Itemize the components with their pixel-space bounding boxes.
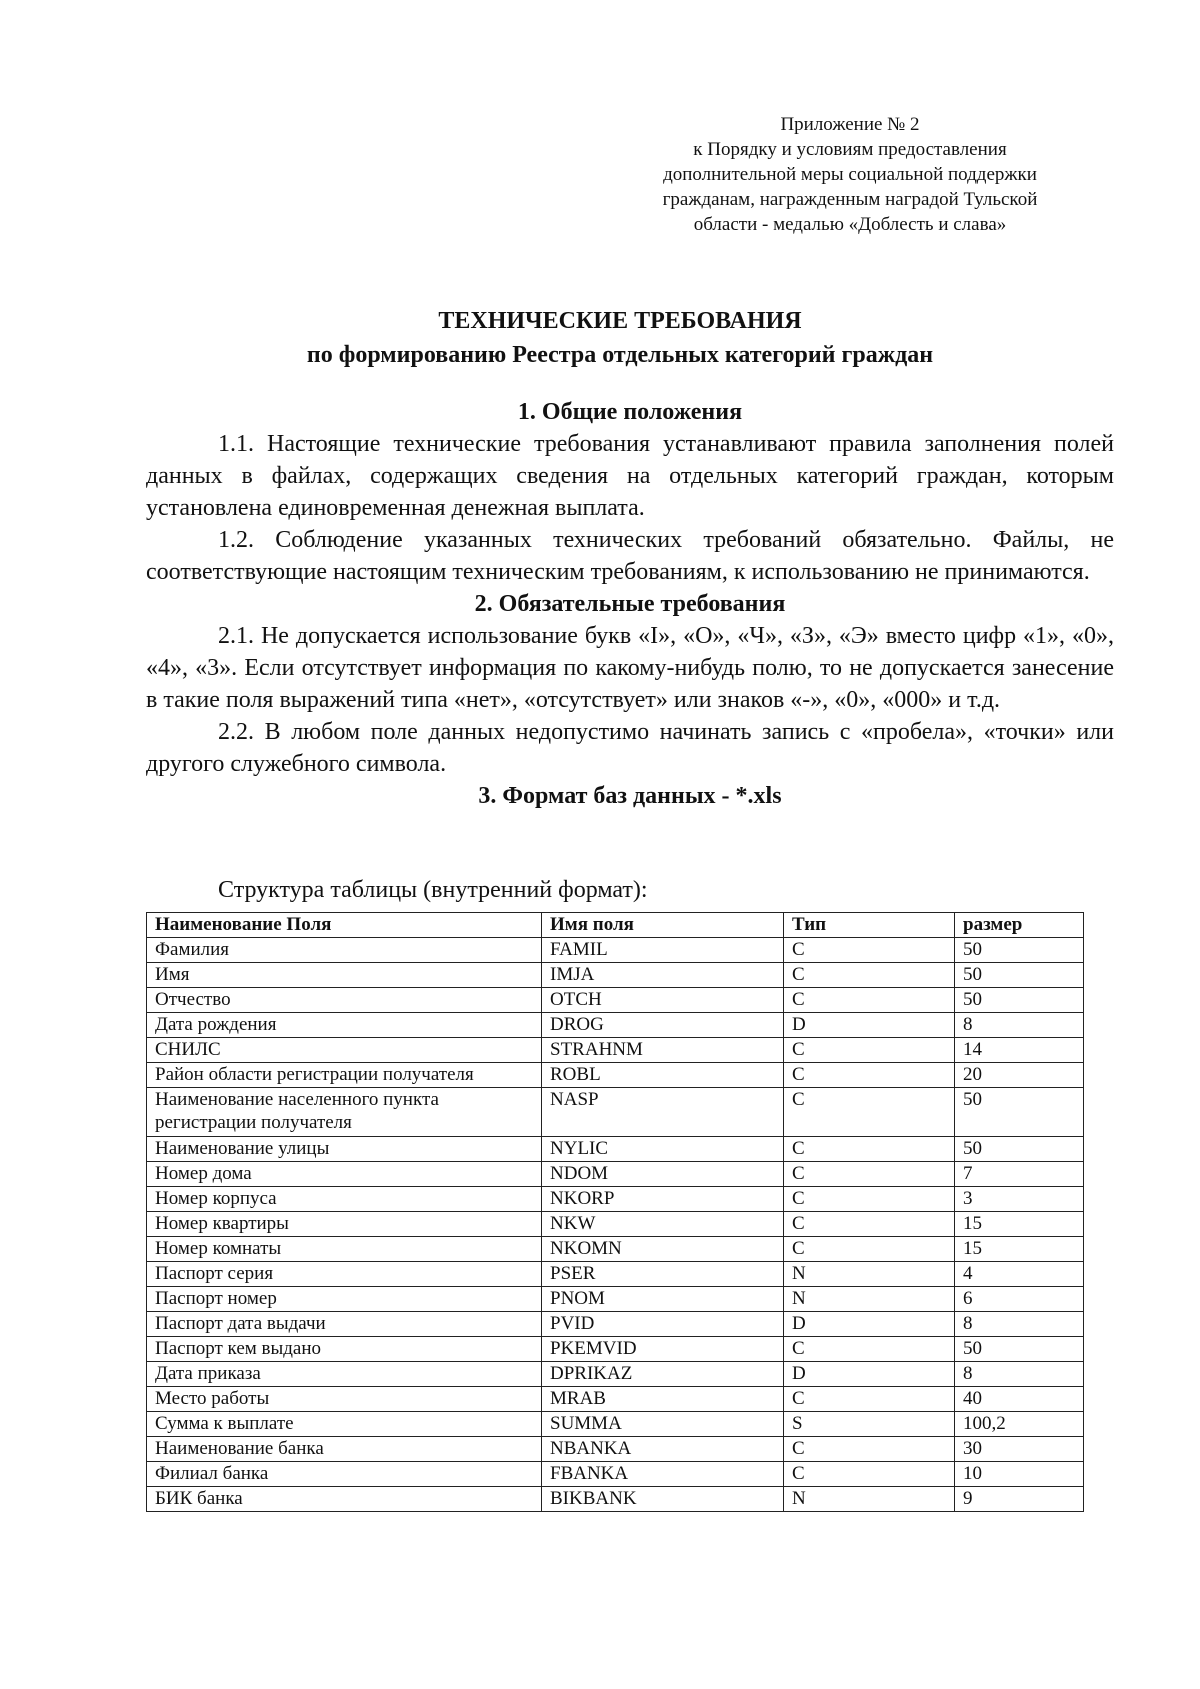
table-header-row	[147, 913, 1084, 938]
cell-type: D	[784, 1013, 955, 1038]
table-row	[147, 938, 1084, 963]
cell-type: C	[784, 963, 955, 988]
table-body	[147, 938, 1084, 1512]
cell-field-name: БИК банка	[147, 1487, 542, 1512]
header-size: размер	[955, 913, 1084, 938]
cell-field-name: Номер квартиры	[147, 1212, 542, 1237]
appendix-line: области - медалью «Доблесть и слава»	[693, 214, 1007, 235]
table-row	[147, 1013, 1084, 1038]
cell-size: 8	[955, 1362, 1084, 1387]
header-field-id: Имя поля	[542, 913, 784, 938]
cell-type: C	[784, 1212, 955, 1237]
table-row	[147, 1187, 1084, 1212]
cell-field-name: Дата рождения	[147, 1013, 542, 1038]
cell-size: 50	[955, 1337, 1084, 1362]
cell-type: C	[784, 1462, 955, 1487]
table-row	[147, 1237, 1084, 1262]
paragraph-2-2: 2.2. В любом поле данных недопустимо начинать запись с «пробела», «точки» или другого служебного символа.	[146, 719, 1114, 777]
cell-size: 7	[955, 1162, 1084, 1187]
cell-field-name: Номер дома	[147, 1162, 542, 1187]
table-row	[147, 1088, 1084, 1137]
table-row	[147, 1038, 1084, 1063]
section-heading-format: 3. Формат баз данных - *.xls	[478, 783, 782, 809]
table-row	[147, 988, 1084, 1013]
title-line-2: по формированию Реестра отдельных категорий граждан	[306, 342, 934, 368]
cell-field-name: Наименование населенного пункта регистрации получателя	[147, 1088, 542, 1137]
cell-field-name: Место работы	[147, 1387, 542, 1412]
table-row	[147, 1412, 1084, 1437]
cell-field-id: NASP	[542, 1088, 784, 1137]
cell-field-name: Имя	[147, 963, 542, 988]
cell-field-id: MRAB	[542, 1387, 784, 1412]
paragraph-1-1: 1.1. Настоящие технические требования устанавливают правила заполнения полей данных в файлах, содержащих сведения на отдельных категорий граждан, которым установлена единовременная денежная выплата.	[146, 431, 1114, 521]
cell-field-id: FAMIL	[542, 938, 784, 963]
cell-size: 50	[955, 938, 1084, 963]
table-row	[147, 1262, 1084, 1287]
cell-field-id: IMJA	[542, 963, 784, 988]
table-row	[147, 1387, 1084, 1412]
table-row	[147, 1362, 1084, 1387]
cell-field-id: NKW	[542, 1212, 784, 1237]
cell-field-name: Паспорт кем выдано	[147, 1337, 542, 1362]
cell-size: 8	[955, 1312, 1084, 1337]
cell-size: 40	[955, 1387, 1084, 1412]
cell-size: 6	[955, 1287, 1084, 1312]
table-row	[147, 1312, 1084, 1337]
cell-type: N	[784, 1262, 955, 1287]
cell-field-id: NBANKA	[542, 1437, 784, 1462]
cell-field-id: BIKBANK	[542, 1487, 784, 1512]
cell-field-id: NDOM	[542, 1162, 784, 1187]
cell-field-id: SUMMA	[542, 1412, 784, 1437]
cell-size: 100,2	[955, 1412, 1084, 1437]
cell-field-name: Филиал банка	[147, 1462, 542, 1487]
cell-type: C	[784, 1063, 955, 1088]
cell-size: 8	[955, 1013, 1084, 1038]
fields-table	[146, 912, 1084, 1512]
title-line-1: ТЕХНИЧЕСКИЕ ТРЕБОВАНИЯ	[438, 308, 802, 334]
section-heading-general: 1. Общие положения	[517, 399, 743, 425]
cell-type: C	[784, 1337, 955, 1362]
cell-type: S	[784, 1412, 955, 1437]
cell-size: 15	[955, 1237, 1084, 1262]
document-body	[146, 396, 1114, 812]
table-row	[147, 1063, 1084, 1088]
cell-field-name: СНИЛС	[147, 1038, 542, 1063]
cell-size: 10	[955, 1462, 1084, 1487]
table-row	[147, 1287, 1084, 1312]
cell-type: C	[784, 1038, 955, 1063]
cell-type: C	[784, 988, 955, 1013]
cell-size: 15	[955, 1212, 1084, 1237]
document-title	[140, 304, 1100, 372]
cell-field-id: PKEMVID	[542, 1337, 784, 1362]
cell-field-name: Сумма к выплате	[147, 1412, 542, 1437]
paragraph-1-2: 1.2. Соблюдение указанных технических требований обязательно. Файлы, не соответствующие настоящим техническим требованиям, к использованию не принимаются.	[146, 527, 1114, 585]
cell-field-name: Наименование банка	[147, 1437, 542, 1462]
appendix-line: к Порядку и условиям предоставления	[693, 139, 1007, 160]
cell-type: C	[784, 1387, 955, 1412]
cell-field-id: NYLIC	[542, 1137, 784, 1162]
cell-type: C	[784, 1162, 955, 1187]
cell-size: 14	[955, 1038, 1084, 1063]
cell-size: 50	[955, 1137, 1084, 1162]
cell-size: 50	[955, 1088, 1084, 1137]
cell-field-id: NKORP	[542, 1187, 784, 1212]
cell-field-id: STRAHNM	[542, 1038, 784, 1063]
cell-size: 9	[955, 1487, 1084, 1512]
cell-field-id: PSER	[542, 1262, 784, 1287]
appendix-note	[600, 112, 1100, 237]
cell-size: 30	[955, 1437, 1084, 1462]
cell-type: D	[784, 1362, 955, 1387]
table-row	[147, 1487, 1084, 1512]
paragraph-2-1: 2.1. Не допускается использование букв «I», «O», «Ч», «З», «Э» вместо цифр «1», «0», «4», «3». Если отсутствует информация по какому-нибудь полю, то не допускается занесение в такие поля выражений типа «нет», «отсутствует» или знаков «-», «0», «000» и т.д.	[146, 623, 1114, 713]
header-field-name: Наименование Поля	[147, 913, 542, 938]
cell-field-id: DPRIKAZ	[542, 1362, 784, 1387]
table-row	[147, 1437, 1084, 1462]
appendix-line: гражданам, награжденным наградой Тульской	[662, 189, 1038, 210]
table-row	[147, 1162, 1084, 1187]
cell-type: N	[784, 1487, 955, 1512]
cell-field-name: Паспорт дата выдачи	[147, 1312, 542, 1337]
cell-field-name: Паспорт серия	[147, 1262, 542, 1287]
cell-size: 50	[955, 988, 1084, 1013]
cell-type: C	[784, 1187, 955, 1212]
appendix-line: Приложение № 2	[780, 114, 920, 135]
cell-field-id: PNOM	[542, 1287, 784, 1312]
cell-type: C	[784, 1088, 955, 1137]
cell-size: 50	[955, 963, 1084, 988]
table-caption: Структура таблицы (внутренний формат):	[218, 877, 648, 903]
cell-type: N	[784, 1287, 955, 1312]
cell-type: C	[784, 938, 955, 963]
cell-field-name: Район области регистрации получателя	[147, 1063, 542, 1088]
table-row	[147, 1462, 1084, 1487]
cell-field-name: Паспорт номер	[147, 1287, 542, 1312]
cell-field-name: Наименование улицы	[147, 1137, 542, 1162]
cell-type: C	[784, 1137, 955, 1162]
table-row	[147, 963, 1084, 988]
cell-field-id: OTCH	[542, 988, 784, 1013]
appendix-line: дополнительной меры социальной поддержки	[663, 164, 1037, 185]
cell-size: 4	[955, 1262, 1084, 1287]
cell-size: 3	[955, 1187, 1084, 1212]
table-row	[147, 1337, 1084, 1362]
cell-field-name: Отчество	[147, 988, 542, 1013]
cell-field-id: NKOMN	[542, 1237, 784, 1262]
cell-field-id: ROBL	[542, 1063, 784, 1088]
cell-type: C	[784, 1437, 955, 1462]
cell-field-name: Дата приказа	[147, 1362, 542, 1387]
cell-type: C	[784, 1237, 955, 1262]
cell-type: D	[784, 1312, 955, 1337]
table-row	[147, 1137, 1084, 1162]
cell-field-name: Номер комнаты	[147, 1237, 542, 1262]
header-type: Тип	[784, 913, 955, 938]
cell-field-name: Номер корпуса	[147, 1187, 542, 1212]
cell-field-name: Фамилия	[147, 938, 542, 963]
table-row	[147, 1212, 1084, 1237]
cell-size: 20	[955, 1063, 1084, 1088]
cell-field-id: PVID	[542, 1312, 784, 1337]
cell-field-id: FBANKA	[542, 1462, 784, 1487]
section-heading-mandatory: 2. Обязательные требования	[474, 591, 786, 617]
cell-field-id: DROG	[542, 1013, 784, 1038]
